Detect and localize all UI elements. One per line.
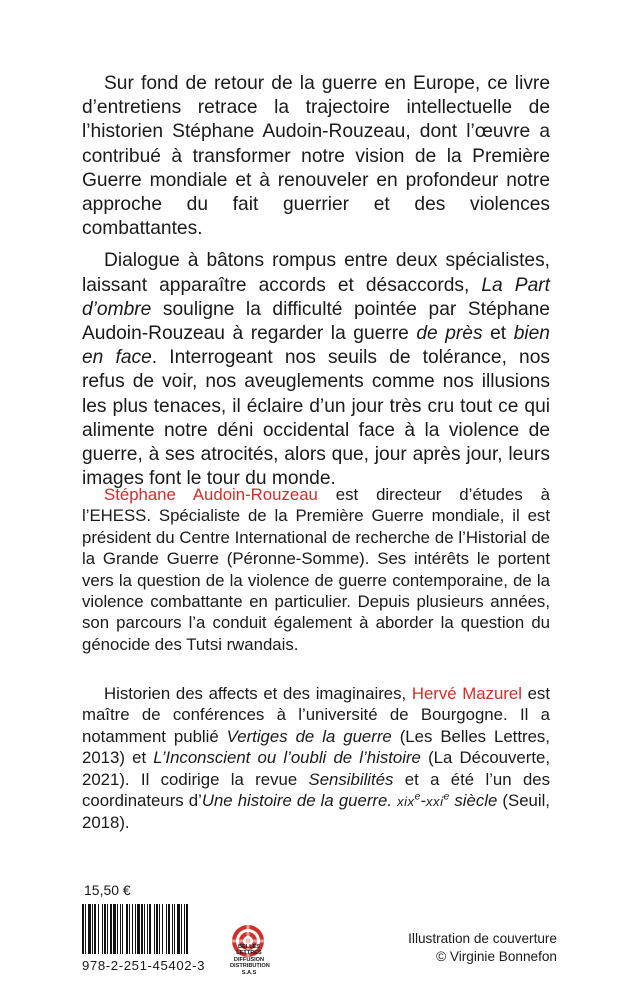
isbn: 978-2-251-45402-3 [82, 958, 206, 973]
barcode-bar [144, 904, 145, 954]
century-numeral: xxi [426, 794, 444, 810]
barcode-bar [181, 904, 182, 954]
century-numeral: xix [397, 794, 415, 810]
barcode [82, 904, 228, 954]
author-bio-audoin-rouzeau [82, 484, 550, 655]
blurb-text: . Interrogeant nos seuils de tolérance, nos refus de voir, nos aveuglements comme nos illusions les plus tenaces, il éclaire d’un jour très cru tout ce qui alimente notre déni occidental face à la violence de guerre, à ses atrocités, alors que, jour après jour, leurs images font le tour du monde. [82, 347, 550, 490]
back-cover-blurb [82, 72, 550, 491]
journal-title: Sensibilités [308, 769, 394, 789]
bio-text: et a été l’un des coordinateurs d’ [82, 769, 550, 811]
dash: - [420, 791, 426, 811]
barcode-bar [177, 904, 180, 954]
cover-credit [408, 930, 557, 966]
barcode-bar [88, 904, 91, 954]
author-name: Hervé Mazurel [411, 684, 522, 703]
barcode-bar [154, 904, 155, 954]
barcode-bar [147, 904, 148, 954]
book-title: L’Inconscient ou l’oubli de l’histoire [153, 748, 421, 768]
bio-paragraph [82, 683, 550, 834]
barcode-bar [129, 904, 130, 954]
author-bio-mazurel [82, 683, 550, 834]
emphasis: de près [416, 323, 483, 345]
book-title: La Part d’ombre [82, 274, 550, 320]
barcode-bar [122, 904, 123, 954]
price: 15,50 € [84, 882, 131, 898]
barcode-bar [117, 904, 118, 954]
ordinal-suffix: e [443, 791, 450, 803]
barcode-bar [107, 904, 108, 954]
blurb-text: et [490, 323, 507, 345]
book-title-text: siècle [454, 791, 498, 811]
barcode-bar [172, 904, 173, 954]
bio-text: (Seuil, 2018). [82, 791, 550, 833]
emphasis: bien en face [82, 323, 550, 369]
logo-line: DIFFUSION [233, 956, 265, 963]
barcode-bar [141, 904, 143, 954]
barcode-bar [186, 904, 188, 954]
barcode-bar [92, 904, 93, 954]
publisher-logo-text [230, 944, 268, 976]
author-name: Stéphane Audoin-Rouzeau [104, 485, 318, 504]
bio-text: Historien des affects et des imaginaires, [104, 684, 407, 703]
bio-text: (Les Belles Lettres, 2013) et [82, 726, 550, 768]
barcode-bar [166, 904, 167, 954]
logo-line: BELLES LETTRES [236, 944, 262, 957]
barcode-bar [184, 904, 185, 954]
barcode-bar [85, 904, 86, 954]
barcode-bar [82, 904, 84, 954]
book-title [202, 791, 497, 810]
barcode-bar [113, 904, 116, 954]
barcode-bar [98, 904, 99, 954]
barcode-bar [102, 904, 103, 954]
barcode-bar [120, 904, 121, 954]
barcode-bar [110, 904, 112, 954]
book-title: Vertiges de la guerre [226, 726, 392, 746]
barcode-bar [168, 904, 170, 954]
blurb-text: souligne la difficulté pointée par Stéphane Audoin-Rouzeau à regarder la guerre [82, 298, 550, 345]
blurb-text: Dialogue à bâtons rompus entre deux spécialistes, laissant apparaître accords et désaccords, [82, 250, 550, 296]
barcode-bar [162, 904, 163, 954]
ordinal-suffix: e [414, 791, 421, 803]
bio-paragraph [82, 484, 550, 655]
blurb-paragraph-2 [82, 249, 550, 491]
logo-line: S.A.S [241, 969, 257, 976]
barcode-bar [149, 904, 151, 954]
bio-text: (La Découverte, 2021). Il codirige la revue [82, 748, 550, 789]
credit-name: © Virginie Bonnefon [436, 949, 557, 964]
barcode-bar [126, 904, 128, 954]
barcode-bar [135, 904, 136, 954]
bio-text: est directeur d’études à l’EHESS. Spécialiste de la Première Guerre mondiale, il est président du Centre International de recherche de l’Historial de la Grande Guerre (Péronne-Somme). Ses intérêts le portent vers la question de la violence de guerre contemporaine, de la violence combattante en particulier. Depuis plusieurs années, son parcours l’a conduit également à aborder la question du génocide des Tutsi rwandais. [82, 485, 550, 654]
book-title-text: Une histoire de la guerre. [201, 791, 392, 811]
logo-line: DISTRIBUTION [230, 963, 270, 970]
barcode-bar [94, 904, 96, 954]
blurb-paragraph-1: Sur fond de retour de la guerre en Europe, ce livre d’entretiens retrace la trajectoire intellectuelle de l’historien Stéphane Audoin-Rouzeau, dont l’œuvre a contribué à transformer notre vision de la Première Guerre mondiale et à renouveler en profondeur notre approche du fait guerrier et des violences combattantes. [82, 73, 550, 240]
barcode-bar [174, 904, 175, 954]
barcode-bar [132, 904, 133, 954]
bio-text: est maître de conférences à l’université de Bourgogne. Il a notamment publié [82, 684, 550, 746]
barcode-bar [137, 904, 140, 954]
barcode-bar [104, 904, 106, 954]
barcode-bar [156, 904, 158, 954]
barcode-bar [159, 904, 160, 954]
credit-label: Illustration de couverture [408, 931, 557, 946]
